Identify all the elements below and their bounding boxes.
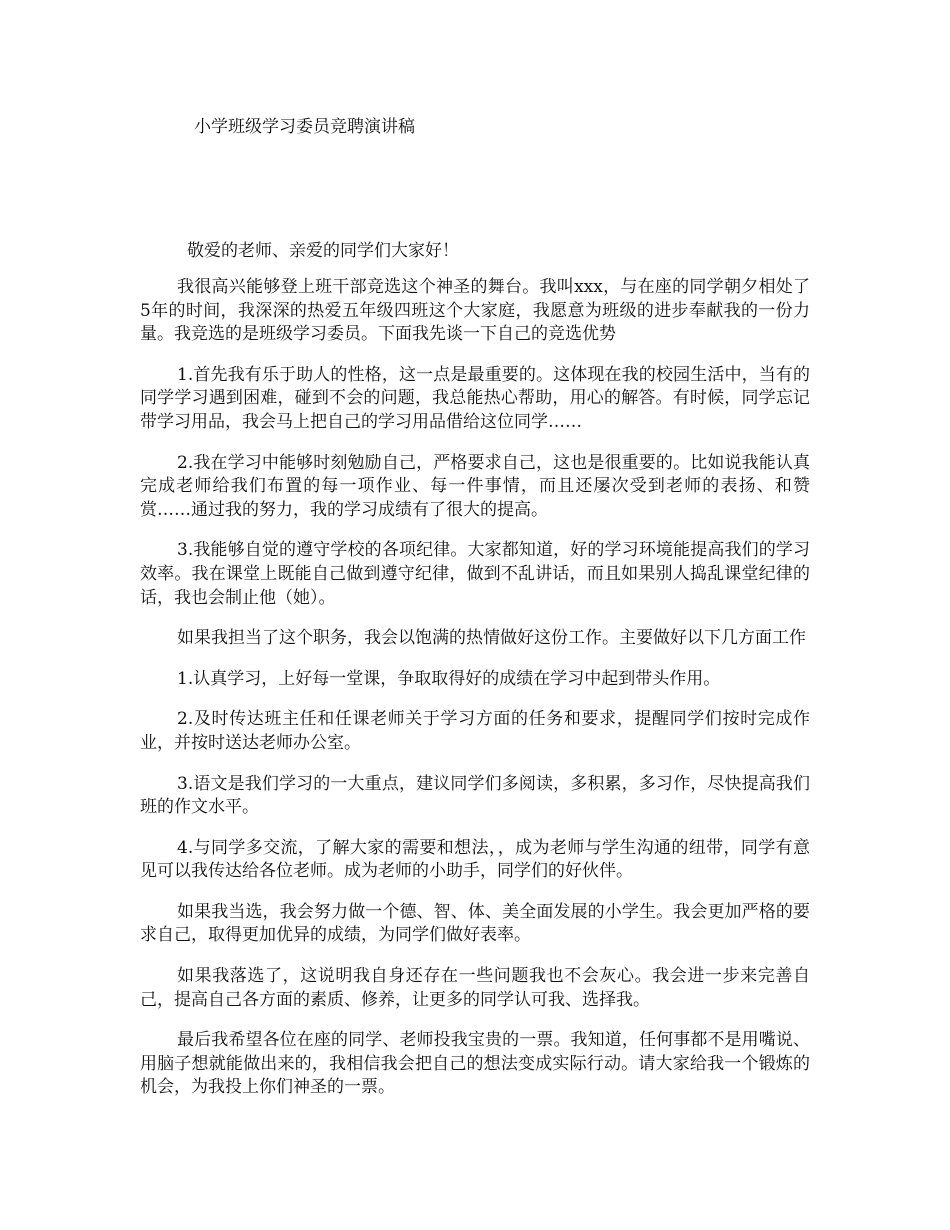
paragraph-plan-2: 2.及时传达班主任和任课老师关于学习方面的任务和要求，提醒同学们按时完成作业，并按时送达老师办公室。 [140,709,810,753]
paragraph-plan-1: 1.认真学习，上好每一堂课，争取取得好的成绩在学习中起到带头作用。 [177,668,721,689]
paragraph-if-not-elected: 如果我落选了，这说明我自身还存在一些问题我也不会灰心。我会进一步来完善自己，提高自己各方面的素质、修养，让更多的同学认可我、选择我。 [140,966,810,1010]
paragraph-intro: 我很高兴能够登上班干部竞选这个神圣的舞台。我叫xxx，与在座的同学朝夕相处了5年的时间，我深深的热爱五年级四班这个大家庭，我愿意为班级的进步奉献我的一份力量。我竞选的是班级学习委员。下面我先谈一下自己的竞选优势 [140,277,810,345]
paragraph-plan-4: 4.与同学多交流，了解大家的需要和想法，，成为老师与学生沟通的纽带，同学有意见可以我传达给各位老师。成为老师的小助手，同学们的好伙伴。 [140,837,810,882]
paragraph-plan-3: 3.语文是我们学习的一大重点，建议同学们多阅读，多积累，多习作，尽快提高我们班的作文水平。 [140,773,810,818]
paragraph-if-elected: 如果我当选，我会努力做一个德、智、体、美全面发展的小学生。我会更加严格的要求自己，取得更加优异的成绩，为同学们做好表率。 [140,901,810,946]
paragraph-closing: 最后我希望各位在座的同学、老师投我宝贵的一票。我知道，任何事都不是用嘴说、用脑子想就能做出来的，我相信我会把自己的想法变成实际行动。请大家给我一个锻炼的机会，为我投上你们神圣的一票。 [140,1030,810,1098]
greeting: 敬爱的老师、亲爱的同学们大家好！ [187,241,459,261]
paragraph-advantage-3: 3.我能够自觉的遵守学校的各项纪律。大家都知道，好的学习环境能提高我们的学习效率。我在课堂上既能自己做到遵守纪律，做到不乱讲话，而且如果别人捣乱课堂纪律的话，我也会制止他（她）。 [140,540,810,608]
paragraph-advantage-1: 1.首先我有乐于助人的性格，这一点是最重要的。这体现在我的校园生活中，当有的同学学习遇到困难，碰到不会的问题，我总能热心帮助，用心的解答。有时候，同学忘记带学习用品，我会马上把自己的学习用品借给这位同学…… [140,364,810,432]
paragraph-advantage-2: 2.我在学习中能够时刻勉励自己，严格要求自己，这也是很重要的。比如说我能认真完成老师给我们布置的每一项作业、每一件事情，而且还屡次受到老师的表扬、和赞赏……通过我的努力，我的学习成绩有了很大的提高。 [140,452,810,520]
document-body [140,240,810,1117]
paragraph-plan-intro: 如果我担当了这个职务，我会以饱满的热情做好这份工作。主要做好以下几方面工作 [177,628,806,649]
document-title: 小学班级学习委员竞聘演讲稿 [194,117,415,137]
